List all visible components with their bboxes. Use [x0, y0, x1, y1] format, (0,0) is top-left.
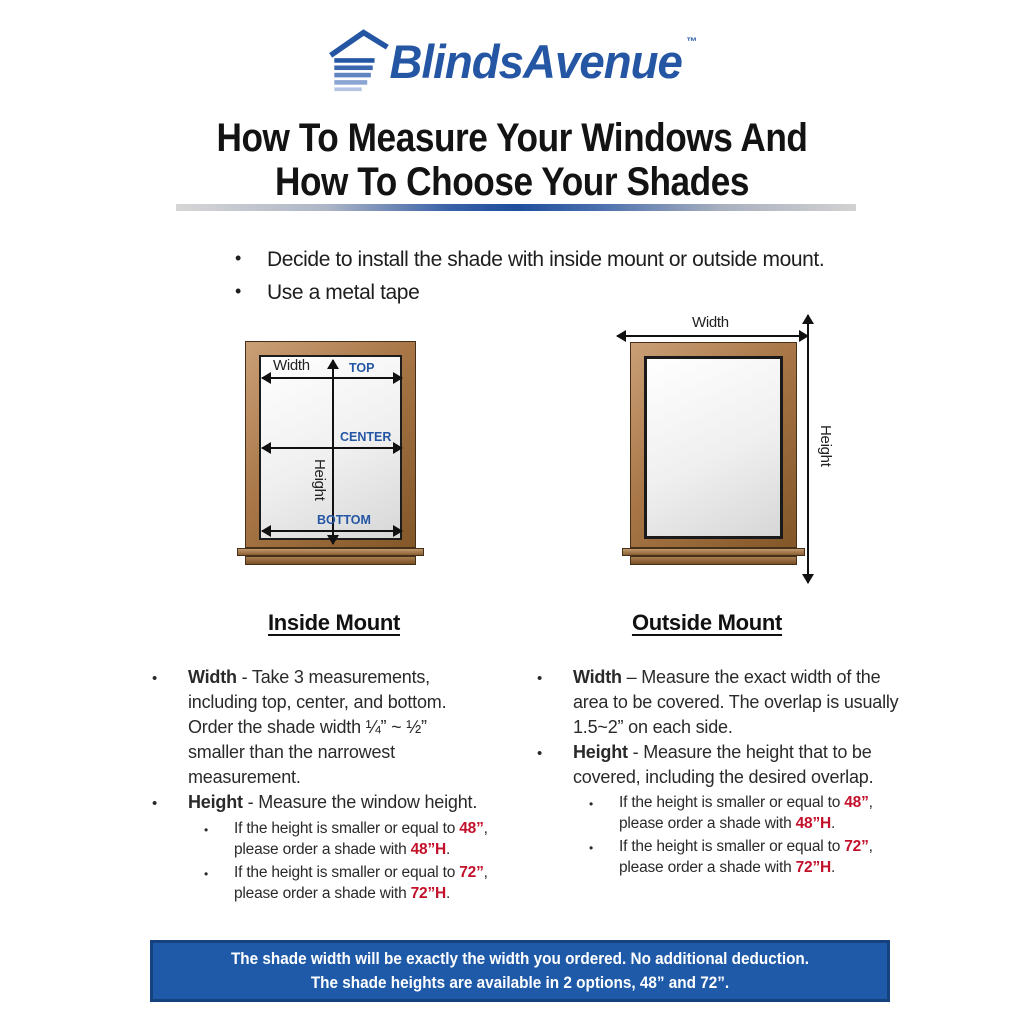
- height-text: - Measure the height that to be covered, including the desired overlap.: [573, 742, 874, 787]
- height-label: Height: [817, 425, 834, 467]
- bullet-icon: •: [204, 867, 209, 881]
- inside-mount-heading: Inside Mount: [267, 610, 401, 635]
- intro-bullet-2: Use a metal tape: [267, 281, 420, 304]
- inside-mount-instructions: [152, 665, 520, 904]
- bullet-icon: •: [204, 823, 209, 837]
- width-term: Width: [188, 667, 237, 687]
- list-item: [537, 740, 927, 790]
- window-apron: [245, 556, 416, 565]
- height-rule-72: [619, 836, 879, 878]
- width-term: Width: [573, 667, 622, 687]
- banner-line-1: The shade width will be exactly the width you ordered. No additional deduction.: [230, 949, 810, 968]
- rule-value: 48”: [459, 820, 484, 837]
- window-sill: [622, 548, 805, 556]
- outside-mount-instructions: [537, 665, 927, 878]
- bullet-icon: •: [235, 248, 241, 268]
- rule-value: 72”H: [795, 859, 831, 876]
- height-label: Height: [311, 459, 328, 501]
- brand-logo: [0, 26, 1024, 92]
- list-item: [589, 792, 927, 834]
- width-text: – Measure the exact width of the area to be covered. The overlap is usually 1.5~2” on each side.: [573, 667, 899, 737]
- height-instruction: [188, 790, 498, 816]
- list-item: [204, 862, 520, 904]
- width-arrow: [617, 335, 808, 337]
- page-title: [61, 116, 962, 204]
- list-item: [235, 248, 824, 272]
- rule-text: .: [446, 841, 451, 858]
- height-rule-48: [619, 792, 879, 834]
- rule-value: 72”: [459, 864, 484, 881]
- rule-value: 72”: [844, 838, 869, 855]
- height-term: Height: [573, 742, 628, 762]
- page-title-line-1: How To Measure Your Windows And: [216, 116, 808, 160]
- trademark-symbol: ™: [686, 36, 698, 48]
- window-frame: [630, 342, 797, 548]
- rule-value: 72”H: [410, 885, 446, 902]
- outside-mount-heading: Outside Mount: [631, 610, 783, 635]
- brand-name: BlindsAvenue: [389, 35, 682, 88]
- rule-text: .: [446, 885, 451, 902]
- bullet-icon: •: [537, 745, 543, 762]
- list-item: [537, 665, 927, 740]
- height-rule-48: [234, 818, 494, 860]
- blinds-house-icon: [327, 28, 391, 92]
- height-arrow: [807, 315, 809, 583]
- height-text: - Measure the window height.: [242, 792, 478, 812]
- intro-bullet-1: Decide to install the shade with inside mount or outside mount.: [267, 248, 825, 271]
- bullet-icon: •: [589, 841, 594, 855]
- rule-value: 48”H: [410, 841, 446, 858]
- rule-text: If the height is smaller or equal to: [619, 794, 845, 811]
- rule-text: If the height is smaller or equal to: [234, 864, 460, 881]
- rule-text: , please order a shade with: [619, 794, 873, 832]
- bullet-icon: •: [235, 281, 241, 301]
- footer-note-banner: [150, 940, 890, 1002]
- width-instruction: [573, 665, 913, 740]
- rule-text: .: [831, 859, 836, 876]
- rule-text: .: [831, 815, 836, 832]
- list-item: [204, 818, 520, 860]
- bullet-icon: •: [152, 670, 158, 687]
- page-title-line-2: How To Choose Your Shades: [274, 160, 750, 204]
- width-label: Width: [692, 314, 729, 331]
- intro-bullet-list: [235, 248, 824, 314]
- bullet-icon: •: [152, 795, 158, 812]
- window-sill: [237, 548, 424, 556]
- bullet-icon: •: [589, 797, 594, 811]
- list-item: [152, 790, 520, 816]
- top-label: TOP: [349, 361, 375, 375]
- window-apron: [630, 556, 797, 565]
- window-glass: [644, 356, 783, 539]
- width-label: Width: [273, 357, 310, 374]
- list-item: [589, 836, 927, 878]
- rule-text: If the height is smaller or equal to: [234, 820, 460, 837]
- title-divider: [176, 204, 856, 211]
- width-text: - Take 3 measurements, including top, center, and bottom. Order the shade width ¼” ~ ½” smaller than the narrowest measurement.: [188, 667, 447, 787]
- outside-mount-diagram: [617, 312, 837, 592]
- bullet-icon: •: [537, 670, 543, 687]
- rule-text: , please order a shade with: [619, 838, 873, 876]
- rule-text: If the height is smaller or equal to: [619, 838, 845, 855]
- width-instruction: [188, 665, 478, 790]
- rule-text: , please order a shade with: [234, 864, 488, 902]
- list-item: [152, 665, 520, 790]
- list-item: [235, 281, 824, 305]
- rule-value: 48”: [844, 794, 869, 811]
- banner-line-2: The shade heights are available in 2 options, 48” and 72”.: [310, 973, 730, 992]
- inside-mount-diagram: [245, 341, 445, 581]
- bottom-label: BOTTOM: [317, 513, 371, 527]
- height-rule-72: [234, 862, 494, 904]
- height-instruction: [573, 740, 893, 790]
- rule-value: 48”H: [795, 815, 831, 832]
- height-term: Height: [188, 792, 243, 812]
- center-label: CENTER: [340, 430, 392, 444]
- rule-text: , please order a shade with: [234, 820, 488, 858]
